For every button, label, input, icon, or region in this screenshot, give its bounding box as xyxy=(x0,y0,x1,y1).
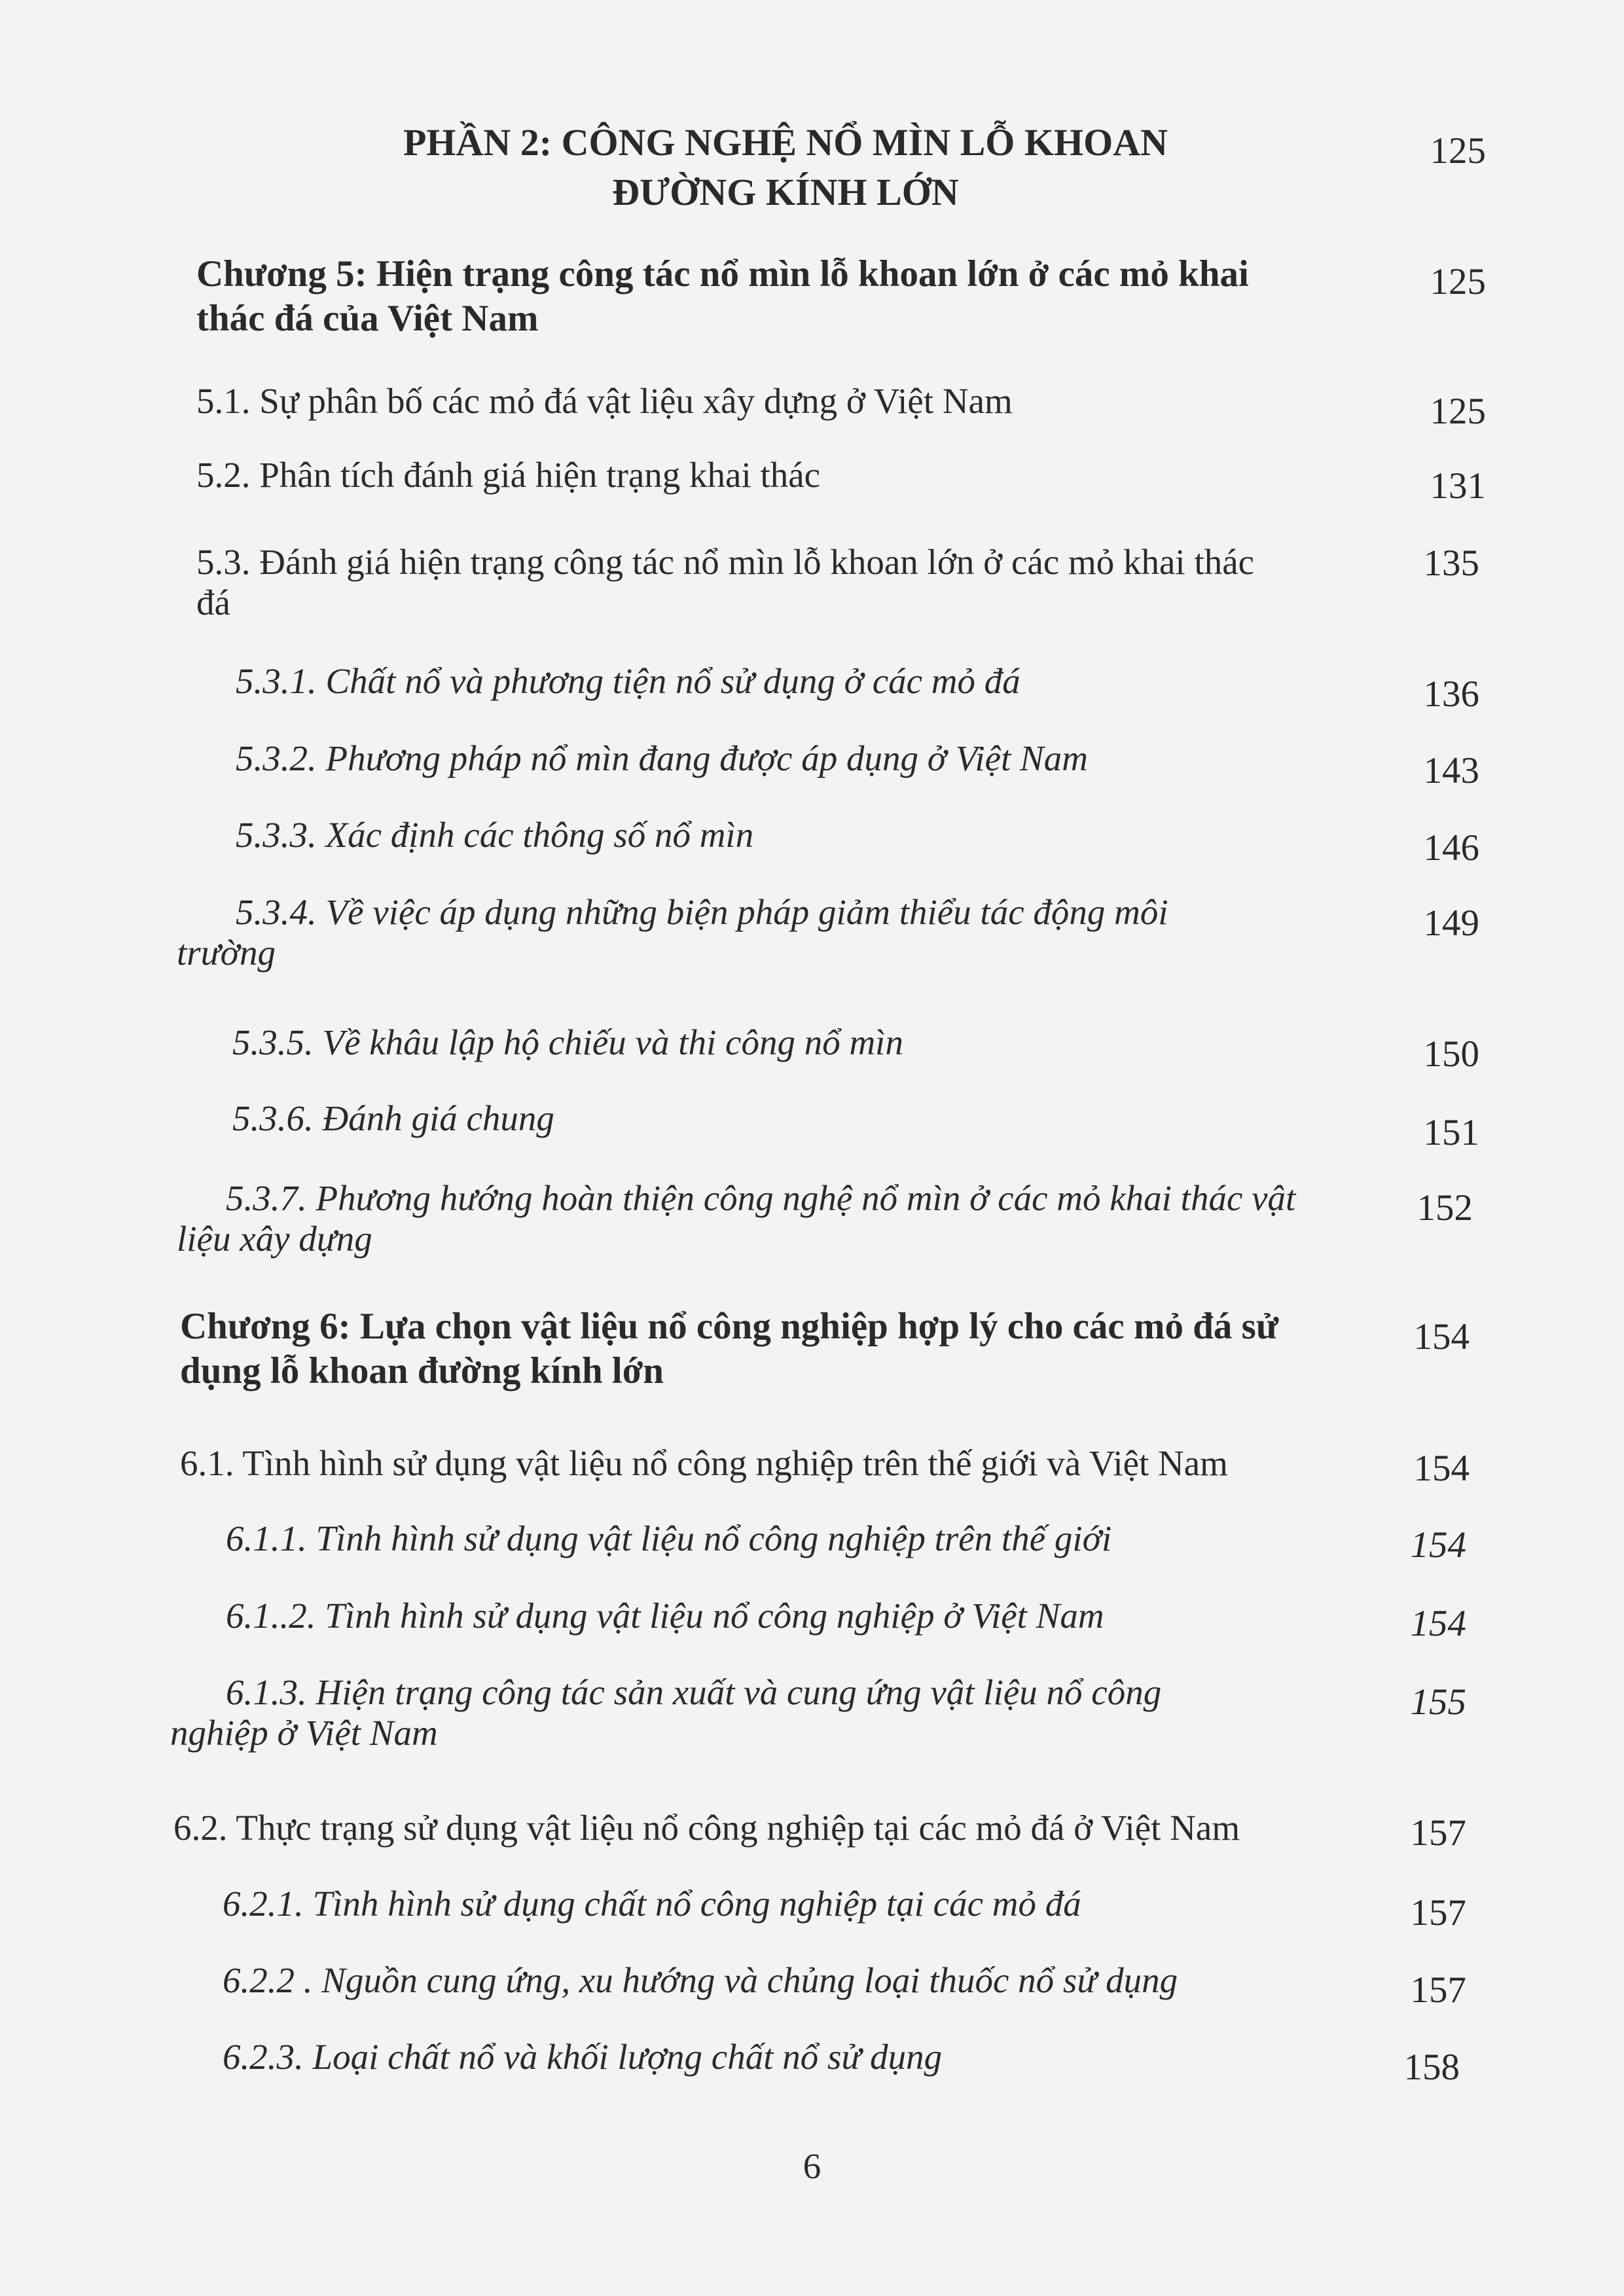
chapter-5-line-2: thác đá của Việt Nam xyxy=(196,298,539,339)
toc-page-5-2: 131 xyxy=(1430,465,1486,507)
toc-page-6-2-2: 157 xyxy=(1410,1969,1466,2011)
toc-page-6-1: 154 xyxy=(1413,1448,1470,1489)
toc-entry-6-1-2: 6.1..2. Tình hình sử dụng vật liệu nổ công nghiệp ở Việt Nam xyxy=(226,1596,1104,1636)
toc-entry-6-1-3 xyxy=(170,1672,1355,1753)
toc-entry-5-3-4-line-1: 5.3.4. Về việc áp dụng những biện pháp giảm thiểu tác động môi xyxy=(236,892,1168,932)
part-title xyxy=(314,118,1257,217)
chapter-6-entry xyxy=(180,1304,1365,1393)
chapter-6-line-2: dụng lỗ khoan đường kính lớn xyxy=(180,1350,664,1391)
toc-entry-5-3-line-1: 5.3. Đánh giá hiện trạng công tác nổ mìn lỗ khoan lớn ở các mỏ khai thác xyxy=(196,542,1255,582)
chapter-5-line-1: Chương 5: Hiện trạng công tác nổ mìn lỗ khoan lớn ở các mỏ khai xyxy=(196,253,1249,295)
part-title-line-1: PHẦN 2: CÔNG NGHỆ NỔ MÌN LỖ KHOAN xyxy=(403,121,1168,164)
toc-entry-5-3-5: 5.3.5. Về khâu lập hộ chiếu và thi công nổ mìn xyxy=(232,1022,903,1062)
toc-entry-6-2-3: 6.2.3. Loại chất nổ và khối lượng chất nổ sử dụng xyxy=(223,2037,943,2077)
toc-entry-5-3-7 xyxy=(177,1178,1362,1259)
toc-entry-5-3-7-line-1: 5.3.7. Phương hướng hoàn thiện công nghệ nổ mìn ở các mỏ khai thác vật xyxy=(226,1178,1296,1218)
toc-entry-6-1-1: 6.1.1. Tình hình sử dụng vật liệu nổ công nghiệp trên thế giới xyxy=(226,1518,1112,1558)
toc-page-5-3-1: 136 xyxy=(1423,673,1479,715)
toc-entry-5-2: 5.2. Phân tích đánh giá hiện trạng khai thác xyxy=(196,455,821,495)
chapter-5-page: 125 xyxy=(1430,261,1486,302)
part-page: 125 xyxy=(1430,130,1486,171)
toc-page-5-1: 125 xyxy=(1430,391,1486,432)
toc-page-6-2: 157 xyxy=(1410,1812,1466,1854)
toc-entry-6-1: 6.1. Tình hình sử dụng vật liệu nổ công nghiệp trên thế giới và Việt Nam xyxy=(180,1443,1228,1483)
toc-entry-5-1: 5.1. Sự phân bố các mỏ đá vật liệu xây dựng ở Việt Nam xyxy=(196,381,1013,421)
toc-page-5-3-3: 146 xyxy=(1423,827,1479,869)
chapter-6-page: 154 xyxy=(1413,1316,1470,1357)
toc-page-5-3-5: 150 xyxy=(1423,1033,1479,1075)
toc-page-5-3-7: 152 xyxy=(1416,1187,1473,1229)
toc-entry-5-3-2: 5.3.2. Phương pháp nổ mìn đang được áp dụng ở Việt Nam xyxy=(236,738,1088,778)
toc-page-5-3-4: 149 xyxy=(1423,903,1479,944)
toc-entry-5-3-4-line-2: trường xyxy=(177,933,276,973)
toc-page-5-3-6: 151 xyxy=(1423,1112,1479,1153)
toc-entry-5-3-1: 5.3.1. Chất nổ và phương tiện nổ sử dụng ở các mỏ đá xyxy=(236,661,1020,701)
toc-entry-6-2-1: 6.2.1. Tình hình sử dụng chất nổ công nghiệp tại các mỏ đá xyxy=(223,1884,1081,1924)
toc-entry-5-3-3: 5.3.3. Xác định các thông số nổ mìn xyxy=(236,815,754,855)
toc-page-6-1-1: 154 xyxy=(1410,1524,1466,1566)
toc-entry-6-1-3-line-2: nghiệp ở Việt Nam xyxy=(170,1713,438,1753)
page-number: 6 xyxy=(803,2146,821,2186)
toc-page-6-2-1: 157 xyxy=(1410,1892,1466,1933)
toc-entry-6-2: 6.2. Thực trạng sử dụng vật liệu nổ công nghiệp tại các mỏ đá ở Việt Nam xyxy=(173,1808,1240,1848)
toc-entry-5-3-line-2: đá xyxy=(196,583,230,622)
chapter-5-entry xyxy=(196,252,1375,341)
toc-page-6-1-3: 155 xyxy=(1410,1681,1466,1723)
toc-entry-6-1-3-line-1: 6.1.3. Hiện trạng công tác sản xuất và cung ứng vật liệu nổ công xyxy=(226,1672,1162,1712)
toc-page-6-1-2: 154 xyxy=(1410,1603,1466,1644)
part-title-line-2: ĐƯỜNG KÍNH LỚN xyxy=(612,171,959,213)
toc-page-5-3: 135 xyxy=(1423,543,1479,584)
toc-entry-6-2-2: 6.2.2 . Nguồn cung ứng, xu hướng và chủng loại thuốc nổ sử dụng xyxy=(223,1960,1178,2000)
toc-page-5-3-2: 143 xyxy=(1423,750,1479,791)
chapter-6-line-1: Chương 6: Lựa chọn vật liệu nổ công nghiệp hợp lý cho các mỏ đá sử xyxy=(180,1306,1279,1347)
toc-entry-5-3-6: 5.3.6. Đánh giá chung xyxy=(232,1098,554,1138)
toc-entry-5-3-4 xyxy=(177,892,1368,973)
toc-page-6-2-3: 158 xyxy=(1403,2047,1460,2088)
toc-entry-5-3 xyxy=(196,542,1368,623)
toc-entry-5-3-7-line-2: liệu xây dựng xyxy=(177,1219,372,1259)
